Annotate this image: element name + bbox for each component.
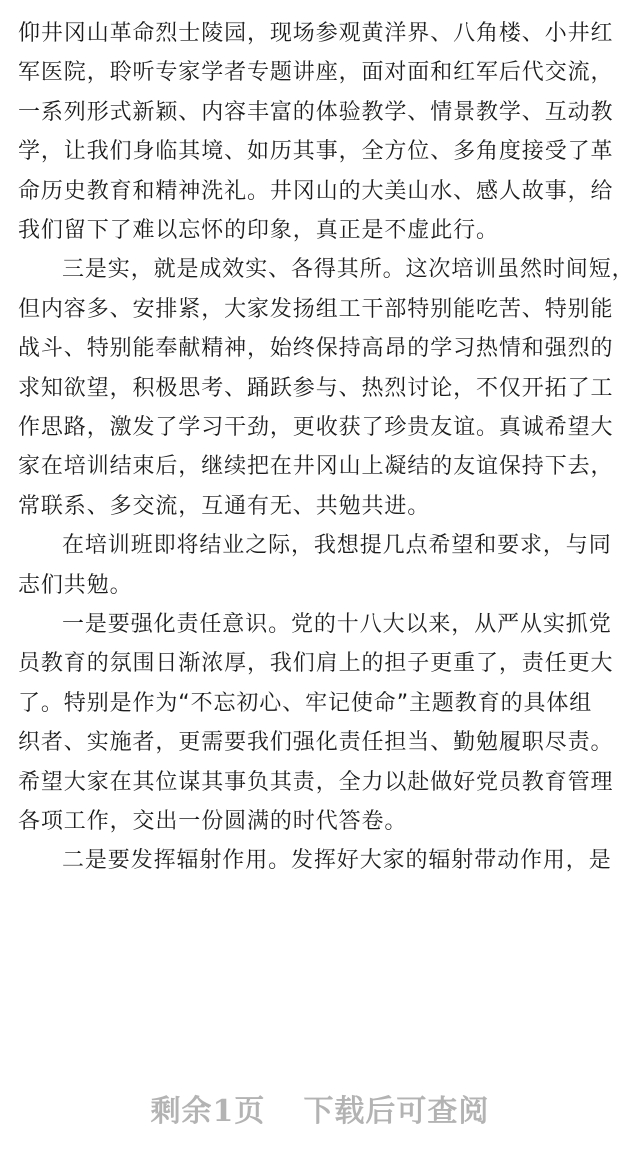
text-line: 常联系、多交流，互通有无、共勉共进。: [18, 493, 431, 519]
text-line: 仰井冈山革命烈士陵园，现场参观黄洋界、八角楼、小井红: [18, 21, 614, 46]
text-line: 但内容多、安排紧，大家发扬组工干部特别能吃苦、特别能: [18, 296, 614, 322]
text-line: 志们共勉。: [18, 572, 133, 598]
remaining-pages-label: 剩余1页: [150, 1094, 266, 1129]
text-line: 了。特别是作为“不忘初心、牢记使命”主题教育的具体组: [18, 690, 593, 716]
text-line: 各项工作，交出一份圆满的时代答卷。: [18, 809, 408, 834]
text-line: 二是要发挥辐射作用。发挥好大家的辐射带动作用，是: [62, 848, 612, 874]
download-to-view-label: 下载后可查阅: [303, 1094, 490, 1129]
text-line: 希望大家在其位谋其事负其责，全力以赴做好党员教育管理: [18, 769, 614, 795]
text-line: 学，让我们身临其境、如历其事，全方位、多角度接受了革: [18, 139, 614, 165]
text-line: 作思路，激发了学习干劲，更收获了珍贵友谊。真诚希望大: [18, 415, 614, 440]
text-line: 一是要强化责任意识。党的十八大以来，从严从实抓党: [62, 612, 612, 637]
text-line: 员教育的氛围日渐浓厚，我们肩上的担子更重了，责任更大: [18, 651, 614, 677]
text-line: 战斗、特别能奉献精神，始终保持高昂的学习热情和强烈的: [18, 336, 614, 362]
text-line: 织者、实施者，更需要我们强化责任担当、勤勉履职尽责。: [18, 730, 614, 756]
text-line: 家在培训结束后，继续把在井冈山上凝结的友谊保持下去，: [18, 454, 614, 480]
text-line: 求知欲望，积极思考、踊跃参与、热烈讨论，不仅开拓了工: [18, 375, 614, 401]
text-line: 在培训班即将结业之际，我想提几点希望和要求，与同: [62, 533, 612, 559]
text-line: 一系列形式新颖、内容丰富的体验教学、情景教学、互动教: [18, 99, 614, 125]
text-line: 我们留下了难以忘怀的印象，真正是不虚此行。: [18, 218, 499, 243]
text-line: 命历史教育和精神洗礼。井冈山的大美山水、感人故事，给: [18, 178, 614, 204]
text-line: 军医院，聆听专家学者专题讲座，面对面和红军后代交流，: [18, 60, 614, 86]
download-notice[interactable]: [0, 1086, 640, 1130]
text-line: 三是实，就是成效实、各得其所。这次培训虽然时间短，: [62, 257, 635, 283]
